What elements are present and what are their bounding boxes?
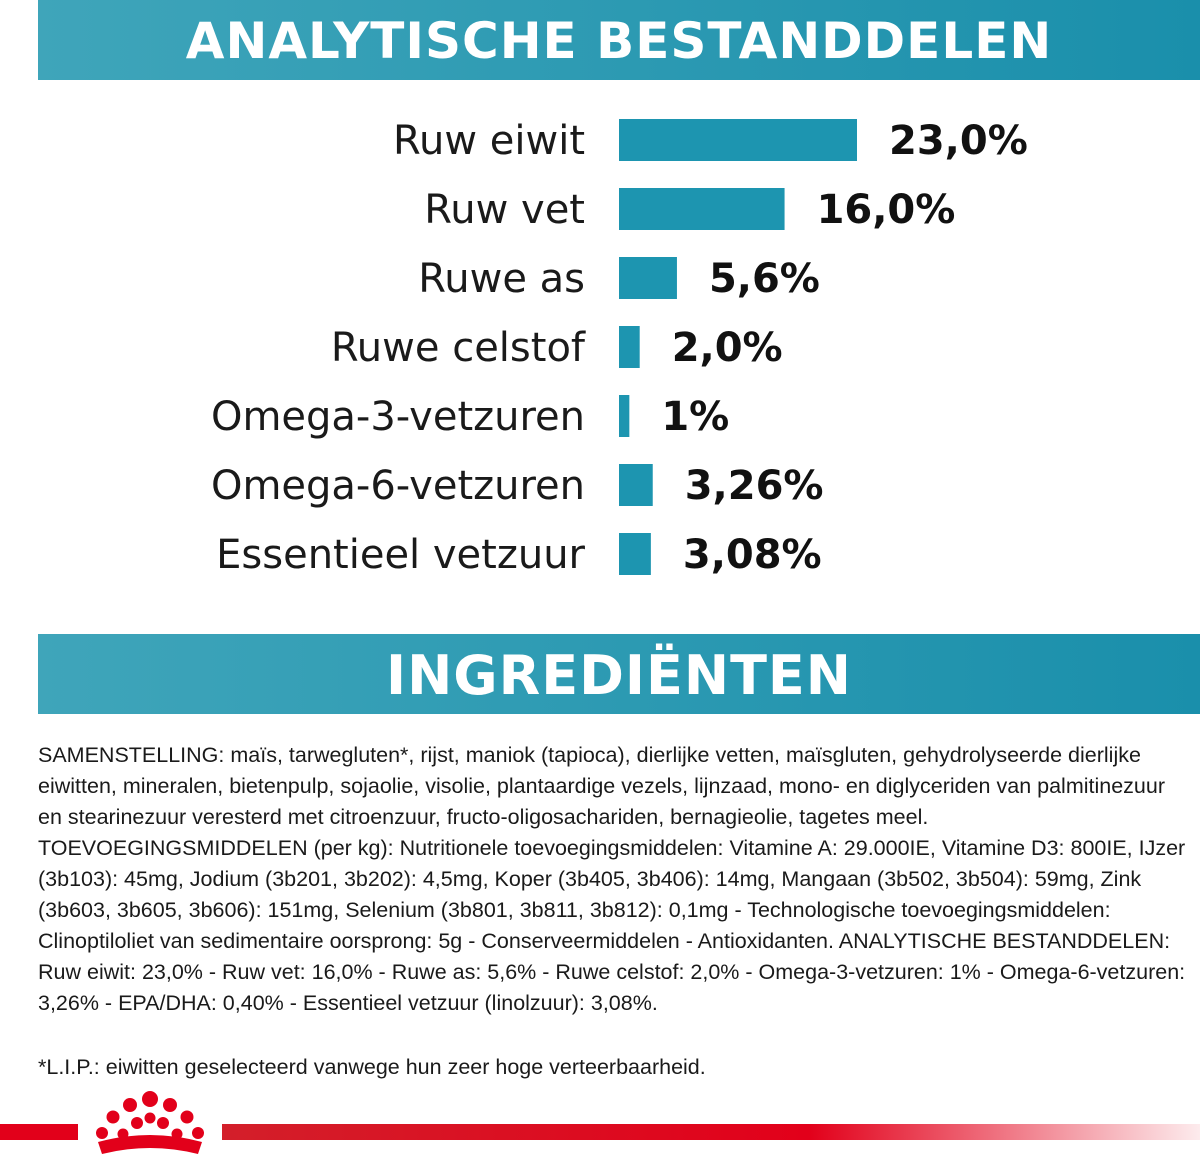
value-label: 5,6% [708, 256, 820, 302]
analysis-header [38, 0, 1200, 80]
analysis-bar-chart [0, 100, 1200, 600]
ingredients-footnote: *L.I.P.: eiwitten geselecteerd vanwege hun zeer hoge verteerbaarheid. [38, 1055, 706, 1079]
value-label: 1% [661, 394, 730, 440]
category-label: Omega-3-vetzuren [210, 394, 585, 440]
bar [619, 257, 677, 299]
bar [619, 188, 785, 230]
value-label: 3,08% [682, 532, 822, 578]
bar [619, 326, 640, 368]
value-label: 16,0% [816, 187, 956, 233]
ingredients-title: INGREDIËNTEN [386, 644, 852, 707]
royal-canin-crown-icon [90, 1090, 210, 1162]
brand-stripe-right [222, 1124, 1200, 1140]
value-label: 23,0% [889, 118, 1028, 164]
category-label: Ruwe celstof [330, 325, 585, 371]
bar [619, 533, 651, 575]
category-label: Ruw vet [424, 187, 585, 233]
bar [619, 395, 629, 437]
category-label: Ruw eiwit [392, 118, 585, 164]
category-label: Essentieel vetzuur [216, 532, 585, 578]
brand-stripe-left [0, 1124, 78, 1140]
category-label: Ruwe as [418, 256, 585, 302]
category-label: Omega-6-vetzuren [210, 463, 585, 509]
analysis-title: ANALYTISCHE BESTANDDELEN [185, 12, 1053, 70]
value-label: 3,26% [684, 463, 824, 509]
ingredients-header [38, 634, 1200, 714]
value-label: 2,0% [671, 325, 783, 371]
ingredients-text: SAMENSTELLING: maïs, tarwegluten*, rijst, maniok (tapioca), dierlijke vetten, maïsgluten, gehydrolyseerde dierlijke eiwitten, mineralen, bietenpulp, sojaolie, visolie, plantaardige vezels, lijnzaad, mono- en diglyceriden van palmitinezuur en stearinezuur veresterd met citroenzuur, fructo-oligosachariden, bernagieolie, tagetes meel. TOEVOEGINGSMIDDELEN (per kg): Nutritionele toevoegingsmiddelen: Vitamine A: 29.000IE, Vitamine D3: 800IE, IJzer (3b103): 45mg, Jodium (3b201, 3b202): 4,5mg, Koper (3b405, 3b406): 14mg, Mangaan (3b502, 3b504): 59mg, Zink (3b603, 3b605, 3b606): 151mg, Selenium (3b801, 3b811, 3b812): 0,1mg - Technologische toevoegingsmiddelen: Clinoptiloliet van sedimentaire oorsprong: 5g - Conserveermiddelen - Antioxidanten. ANALYTISCHE BESTANDDELEN: Ruw eiwit: 23,0% - Ruw vet: 16,0% - Ruwe as: 5,6% - Ruwe celstof: 2,0% - Omega-3-vetzuren: 1% - Omega-6-vetzuren: 3,26% - EPA/DHA: 0,40% - Essentieel vetzuur (linolzuur): 3,08%. [38, 743, 1186, 1015]
bar [619, 119, 857, 161]
bar [619, 464, 653, 506]
